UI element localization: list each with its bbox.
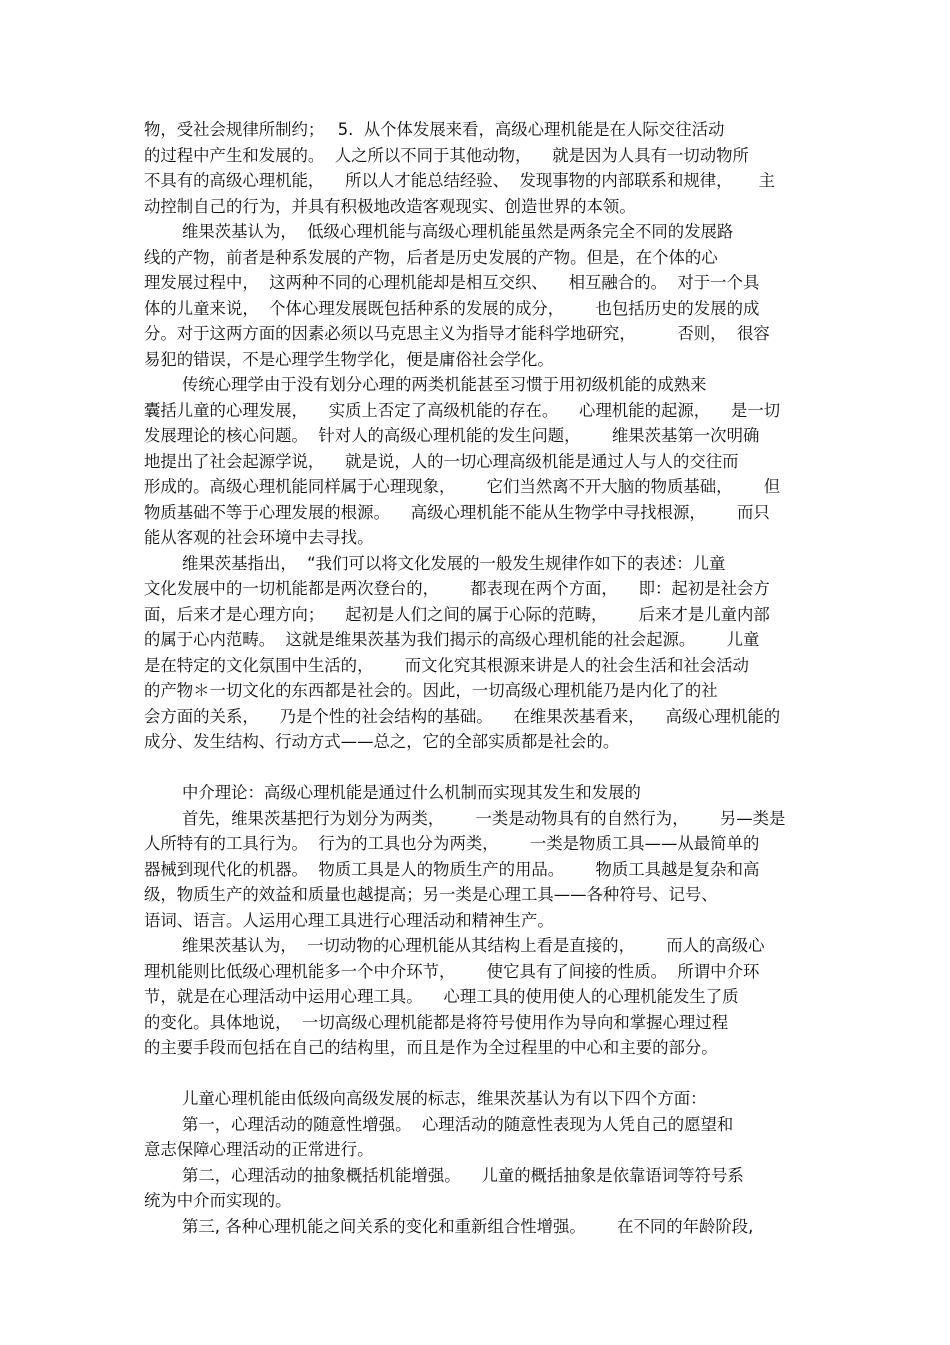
text-line: 维果茨基认为， 低级心理机能与高级心理机能虽然是两条完全不同的发展路	[182, 222, 734, 241]
text-line: 的产物＊一切文化的东西都是社会的。因此，一切高级心理机能乃是内化了的社	[144, 681, 718, 700]
text-line: 意志保障心理活动的正常进行。	[144, 1140, 374, 1159]
text-line: 物质基础不等于心理发展的根源。 高级心理机能不能从生物学中寻找根源， 而只	[144, 503, 770, 522]
text-line: 统为中介而实现的。	[144, 1191, 292, 1210]
text-line: 易犯的错误，不是心理学生物学化，便是庸俗社会学化。	[144, 350, 554, 369]
text-line: 发展理论的核心问题。 针对人的高级心理机能的发生问题， 维果茨基第一次明确	[144, 426, 760, 445]
text-line: 节，就是在心理活动中运用心理工具。 心理工具的使用使人的心理机能发生了质	[144, 987, 739, 1006]
text-line: 面，后来才是心理方向； 起初是人们之间的属于心际的范畴， 后来才是儿童内部	[144, 605, 770, 624]
text-line: 会方面的关系， 乃是个性的社会结构的基础。 在维果茨基看来， 高级心理机能的	[144, 707, 781, 726]
text-line: 形成的。高级心理机能同样属于心理现象， 它们当然离不开大脑的物质基础， 但	[144, 477, 781, 496]
text-line: 第二，心理活动的抽象概括机能增强。 儿童的概括抽象是依靠语词等符号系	[182, 1166, 744, 1185]
text-line: 能从客观的社会环境中去寻找。	[144, 528, 374, 547]
text-line: 维果茨基指出， “我们可以将文化发展的一般发生规律作如下的表述：儿童	[182, 554, 726, 573]
text-line: 的属于心内范畴。 这就是维果茨基为我们揭示的高级心理机能的社会起源。 儿童	[144, 630, 760, 649]
text-line: 是在特定的文化氛围中生活的， 而文化究其根源来讲是人的社会生活和社会活动	[144, 656, 749, 675]
text-line: 地提出了社会起源学说， 就是说，人的一切心理高级机能是通过人与人的交往而	[144, 452, 739, 471]
text-line: 物，受社会规律所制约； 5. 从个体发展来看，高级心理机能是在人际交往活动	[144, 120, 725, 139]
text-line: 器械到现代化的机器。 物质工具是人的物质生产的用品。 物质工具越是复杂和高	[144, 860, 760, 879]
text-line: 理机能则比低级心理机能多一个中介环节， 使它具有了间接的性质。 所谓中介环	[144, 962, 760, 981]
text-line: 级，物质生产的效益和质量也越提高；另一类是心理工具——各种符号、记号、	[144, 885, 718, 904]
text-line: 语词、语言。人运用心理工具进行心理活动和精神生产。	[144, 911, 554, 930]
text-line: 传统心理学由于没有划分心理的两类机能甚至习惯于用初级机能的成熟来	[182, 375, 707, 394]
text-line: 首先，维果茨基把行为划分为两类， 一类是动物具有的自然行为， 另—类是	[182, 809, 786, 828]
text-line: 不具有的高级心理机能， 所以人才能总结经验、 发现事物的内部联系和规律， 主	[144, 171, 775, 190]
text-line: 的过程中产生和发展的。 人之所以不同于其他动物， 就是因为人具有一切动物所	[144, 146, 749, 165]
text-line: 动控制自己的行为，并具有积极地改造客观现实、创造世界的本领。	[144, 197, 636, 216]
text-line: 第三, 各种心理机能之间关系的变化和重新组合性增强。 在不同的年龄阶段,	[182, 1217, 754, 1236]
text-line: 成分、发生结构、行动方式——总之，它的全部实质都是社会的。	[144, 732, 620, 751]
text-line: 儿童心理机能由低级向高级发展的标志，维果茨基认为有以下四个方面：	[182, 1089, 707, 1108]
text-line: 的变化。具体地说， 一切高级心理机能都是将符号使用作为导向和掌握心理过程	[144, 1013, 729, 1032]
text-line: 维果茨基认为， 一切动物的心理机能从其结构上看是直接的， 而人的高级心	[182, 936, 765, 955]
section-heading: 中介理论：高级心理机能是通过什么机制而实现其发生和发展的	[182, 783, 641, 802]
text-line: 囊括儿童的心理发展， 实质上否定了高级机能的存在。 心理机能的起源， 是一切	[144, 401, 781, 420]
text-line: 理发展过程中， 这两种不同的心理机能却是相互交织、 相互融合的。 对于一个具	[144, 273, 760, 292]
text-line: 文化发展中的一切机能都是两次登台的， 都表现在两个方面， 即：起初是社会方	[144, 579, 770, 598]
text-line: 人所特有的工具行为。 行为的工具也分为两类， 一类是物质工具——从最简单的	[144, 834, 760, 853]
text-line: 第一，心理活动的随意性增强。 心理活动的随意性表现为人凭自己的愿望和	[182, 1115, 734, 1134]
text-line: 体的儿童来说， 个体心理发展既包括种系的发展的成分， 也包括历史的发展的成	[144, 299, 760, 318]
text-line: 分。对于这两方面的因素必须以马克思主义为指导才能科学地研究， 否则， 很容	[144, 324, 770, 343]
text-line: 的主要手段而包括在自己的结构里，而且是作为全过程里的中心和主要的部分。	[144, 1038, 718, 1057]
text-line: 线的产物，前者是种系发展的产物，后者是历史发展的产物。但是，在个体的心	[144, 248, 718, 267]
